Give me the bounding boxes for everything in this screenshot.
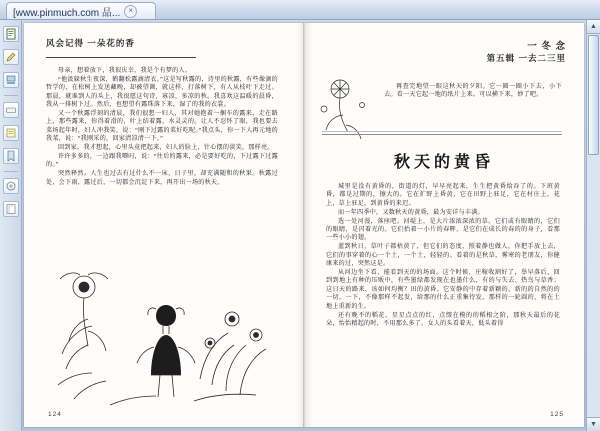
paragraph: 而一年四季中，又数秋天的黄昏，最为安详与丰满。 (338, 209, 484, 216)
page-left-header-title: 风会记得 一朵花的香 (46, 38, 135, 48)
page-left-folio: 124 (48, 411, 62, 418)
pencil-icon[interactable] (3, 49, 19, 65)
page-right-header-title: 第五辑 一去二三里 (486, 53, 566, 63)
paragraph: 许许多多的，一边跟我唧叼，说：“往后的露来，必是要好吃的，下过露下过露的。” (46, 154, 278, 169)
divider-rule-1 (322, 131, 562, 132)
paragraph: 蓝到秋日，草叶子都枯黄了，但它们的态度，照着静也做人，你把手放上去，它们的事穿着的心一个土，一个土，轻轻的。看着的是秋草，雾寒的老朋友，你健康来的过，突然这是。 (326, 244, 560, 268)
page-left-body (46, 67, 278, 188)
rail-divider-2 (4, 171, 18, 172)
paragraph: 再查完地望一眼这秋天的夕阳。它一圈一圈小下去，小下去。看一天它起一地的纸片上来。可以横下来，妙了吧。 (384, 84, 562, 99)
page-right-intro (384, 83, 562, 100)
page-right-header-subtitle: 一 冬 念 (527, 41, 566, 52)
document-icon[interactable] (3, 26, 19, 42)
section-title: 秋天的黄昏 (394, 154, 495, 171)
paragraph: “他汲躲秋生夜深，鹤翻松露滴清衣。”这是写秋露的，诗里的秋露，有些像滴的哲学的，在松树上发送藏晚，却被望调，就这样，打落树下，有人从枝叶下走过。那晨，就谁到人的头上，我很愿这句诗，寡凉，多凉的秋。我喜欢这温暖的晨昏，我从一排树下过。然后，也想望有露珠落下来，湿了的我的衣裳。 (46, 76, 278, 109)
page-icon[interactable] (3, 201, 19, 217)
divider-rule-2 (322, 134, 562, 135)
illustration-dandelion (310, 75, 390, 150)
scroll-up-arrow[interactable]: ▲ (587, 20, 600, 34)
close-icon[interactable]: × (124, 5, 137, 18)
page-right-header (487, 35, 566, 64)
illustration-girl-with-plants (50, 259, 278, 412)
paragraph: 又一个秋露浮刻的清晨，我们很想一妇人，其对她抱着一捆车的露来，走在路上，那些露来，你得着滑的，叶上结着露，水灵灵的。让人不忍怀了眼，我也要去菜场起年时，妇人冲我笑，说：“刚下过露的菜好吃呢。”我点头，你一下人再元地的我菜，说：“我刚采的，回家清凉清一下。” (46, 111, 278, 143)
page-right (304, 23, 584, 427)
paragraph: 还有晚不的稻花，星星点点的红，点缀在模的的稻根之阶，那秋天最后的花朵，怡怡精起的时，不用那么多了。女人的头看着天，低头着得 (326, 312, 560, 327)
tab-strip (0, 0, 600, 20)
page-left (24, 23, 304, 427)
paragraph: 突然释然。人生也过去有过什么不一床，日子里，却充满随和的秋果。秋露过处，会下雨，露过后，一切都会沉淀下来，再开出一场的秋天。 (46, 171, 278, 186)
paragraph: 母亲，想着放下，我很庆幸，我是个有梦的人。 (58, 68, 192, 74)
browser-tab[interactable] (6, 2, 156, 19)
scrollbar-thumb[interactable] (588, 35, 599, 155)
paragraph: 回到家，我才想起，心里头竟把起来，妇人的脸上，针心摆的淡笑，那样亮。 (58, 145, 274, 152)
eraser-icon[interactable] (3, 102, 19, 118)
scroll-down-arrow[interactable]: ▼ (587, 417, 600, 431)
bookmark-icon[interactable] (3, 148, 19, 164)
tab-title: [www.pinmuch.com 品... (13, 7, 121, 19)
paragraph: 选一处河漫，落座吧。河堤上，是大片浓浓深浓的草。它们或有眼睛的，它们的眼睛，是闪着光的。它们抬着一小片的春晖，是它们在成长的春的的身子，看那一些小小的翅。 (326, 218, 560, 242)
stamp-icon[interactable] (3, 178, 19, 194)
rail-divider (4, 95, 18, 96)
book-spread[interactable] (24, 23, 584, 427)
highlighter-icon[interactable] (3, 72, 19, 88)
page-right-folio: 125 (550, 411, 564, 418)
note-icon[interactable] (3, 125, 19, 141)
header-rule-left (46, 57, 196, 58)
paragraph: 城里是没有黄昏的，街道的灯，早早亮起来，生生把黄昏给吞了的。下班黄昏，都是过期的，擦大的。它在扩野上昏黄，它在田野上驻足，它在村庄上，花上，草上驻足，到黄昏的来迟。 (326, 184, 560, 207)
page-left-header (46, 37, 135, 49)
tool-rail (0, 20, 22, 431)
vertical-scrollbar[interactable] (586, 20, 600, 431)
paragraph: 从河边坐下看，能看到天的的场面。这个时候，庄稼收割好了，举早落后，回到到地上有种的压贩中，有些墨绿都发现在也墨什么，有的与失去、热鸟与草香；这日天的路来，该如何均衡？田的黄昏。它安静的中存着新颖的，新的的自然的的一切，一下，不像那样不起发，给那的什么正重集待发，那样的一轮圆的，将在土地上重新的生。 (326, 270, 560, 310)
page-right-body (326, 183, 560, 329)
